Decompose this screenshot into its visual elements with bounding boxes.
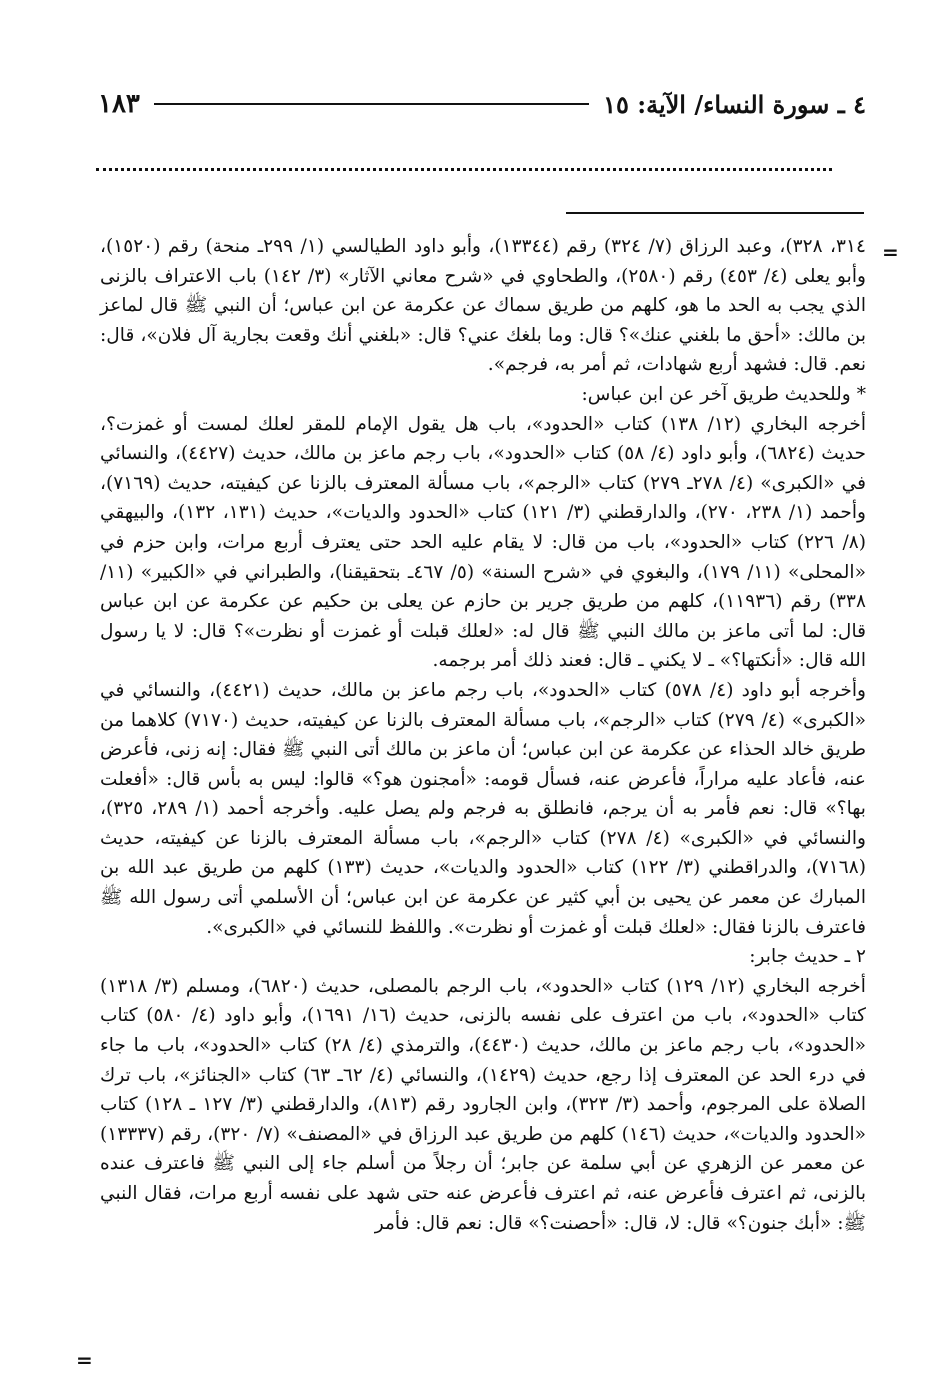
running-title: ٤ ـ سورة النساء/ الآية: ١٥	[603, 89, 866, 119]
header-rule	[154, 103, 589, 105]
footnote-paragraph: وأخرجه أبو داود (٤/ ٥٧٨) كتاب «الحدود»، باب رجم ماعز بن مالك، حديث (٤٤٢١)، والنسائي في «الكبرى» (٤/ ٢٧٩) كتاب «الرجم»، باب مسألة المعترف بالزنا عن كيفيته، حديث (٧١٧٠) كلاهما من طريق خالد الحذاء عن عكرمة عن ابن عباس؛ أن ماعز بن مالك أتى النبي ﷺ فقال: إنه زنى، فأعرض عنه، فأعاد عليه مراراً، فأعرض عنه، فسأل قومه: «أمجنون هو؟» قالوا: ليس به بأس قال: «أفعلت بها؟» قال: نعم فأمر به أن يرجم، فانطلق به فرجم ولم يصل عليه. وأخرجه أحمد (١/ ٢٨٩، ٣٢٥)، والنسائي في «الكبرى» (٤/ ٢٧٨) كتاب «الرجم»، باب مسألة المعترف بالزنا عن كيفيته، حديث (٧١٦٨)، والدراقطني (٣/ ١٢٢) كتاب «الحدود والديات»، حديث (١٣٣) كلهم من طريق عبد الله بن المبارك عن معمر عن يحيى بن أبي كثير عن عكرمة عن ابن عباس؛ أن الأسلمي أتى رسول الله ﷺ فاعترف بالزنا فقال: «لعلك قبلت أو غمزت أو نظرت». واللفظ للنسائي في «الكبرى».	[100, 679, 866, 938]
footnote-paragraph: ٢ ـ حديث جابر:	[749, 946, 866, 968]
footnote-paragraph: ٣١٤، ٣٢٨)، وعبد الرزاق (٧/ ٣٢٤) رقم (١٣٣٤٤)، وأبو داود الطيالسي (١/ ٢٩٩ـ منحة) رقم (١٥٢٠)، وأبو يعلى (٤/ ٤٥٣) رقم (٢٥٨٠)، والطحاوي في «شرح معاني الآثار» (٣/ ١٤٢) باب الاعتراف بالزنى الذي يجب به الحد ما هو، كلهم من طريق سماك عن عكرمة عن ابن عباس؛ أن النبي ﷺ قال لماعز بن مالك: «أحق ما بلغني عنك»؟ قال: وما بلغك عني؟ قال: «بلغني أنك وقعت بجارية آل فلان»، قال: نعم. قال: فشهد أربع شهادات، ثم أمر به، فرجم».	[100, 236, 866, 376]
main-text-dotted-separator	[96, 168, 832, 171]
footnote-continuation-mark-bottom: =	[76, 1348, 93, 1372]
page-number: ١٨٣	[98, 89, 140, 119]
footnote-continuation-mark-top: =	[882, 240, 899, 264]
footnote-paragraph: أخرجه البخاري (١٢/ ١٣٨) كتاب «الحدود»، باب هل يقول الإمام للمقر لعلك لمست أو غمزت؟، حديث (٦٨٢٤)، وأبو داود (٤/ ٥٨) كتاب «الحدود»، باب رجم ماعز بن مالك، حديث (٤٤٢٧)، والنسائي في «الكبرى» (٤/ ٢٧٨ـ ٢٧٩) كتاب «الرجم»، باب مسألة المعترف بالزنا عن كيفيته، حديث (٧١٦٩)، وأحمد (١/ ٢٣٨، ٢٧٠)، والدارقطني (٣/ ١٢١) كتاب «الحدود والديات»، حديث (١٣١، ١٣٢)، والبيهقي (٨/ ٢٢٦) كتاب «الحدود»، باب من قال: لا يقام عليه الحد حتى يعترف أربع مرات، وابن حزم في «المحلى» (١١/ ١٧٩)، والبغوي في «شرح السنة» (٥/ ٤٦٧ـ بتحقيقنا)، والطبراني في «الكبير» (١١/ ٣٣٨) رقم (١١٩٣٦)، كلهم من طريق جرير بن حازم عن يعلى بن حكيم عن عكرمة عن ابن عباس قال: لما أتى ماعز بن مالك النبي ﷺ قال له: «لعلك قبلت أو غمزت أو نظرت»؟ قال: لا يا رسول الله قال: «أنكتها؟» ـ لا يكني ـ قال: فعند ذلك أمر برجمه.	[100, 413, 867, 672]
footnote-body	[100, 232, 866, 1238]
footnote-paragraph: أخرجه البخاري (١٢/ ١٢٩) كتاب «الحدود»، باب الرجم بالمصلى، حديث (٦٨٢٠)، ومسلم (٣/ ١٣١٨) كتاب «الحدود»، باب من اعترف على نفسه بالزنى، حديث (١٦/ ١٦٩١)، وأبو داود (٤/ ٥٨٠) كتاب «الحدود»، باب رجم ماعز بن مالك، حديث (٤٤٣٠)، والترمذي (٤/ ٢٨) كتاب «الحدود»، باب ما جاء في درء الحد عن المعترف إذا رجع، حديث (١٤٢٩)، والنسائي (٤/ ٦٢ـ ٦٣) كتاب «الجنائز»، باب ترك الصلاة على المرجوم، وأحمد (٣/ ٣٢٣)، وابن الجارود رقم (٨١٣)، والدارقطني (٣/ ١٢٧ ـ ١٢٨) كتاب «الحدود والديات»، حديث (١٤٦) كلهم من طريق عبد الرزاق في «المصنف» (٧/ ٣٢٠)، رقم (١٣٣٣٧) عن معمر عن الزهري عن أبي سلمة عن جابر؛ أن رجلاً من أسلم جاء إلى النبي ﷺ فاعترف عنده بالزنى، ثم اعترف فأعرض عنه، ثم اعترف فأعرض عنه حتى شهد على نفسه أربع مرات، فقال النبي ﷺ: «أبك جنون؟» قال: لا، قال: «أحصنت؟» قال: نعم قال: فأمر	[100, 975, 866, 1234]
footnote-separator-rule	[566, 212, 864, 214]
page-header	[98, 84, 866, 124]
footnote-paragraph: * وللحديث طريق آخر عن ابن عباس:	[581, 383, 866, 405]
